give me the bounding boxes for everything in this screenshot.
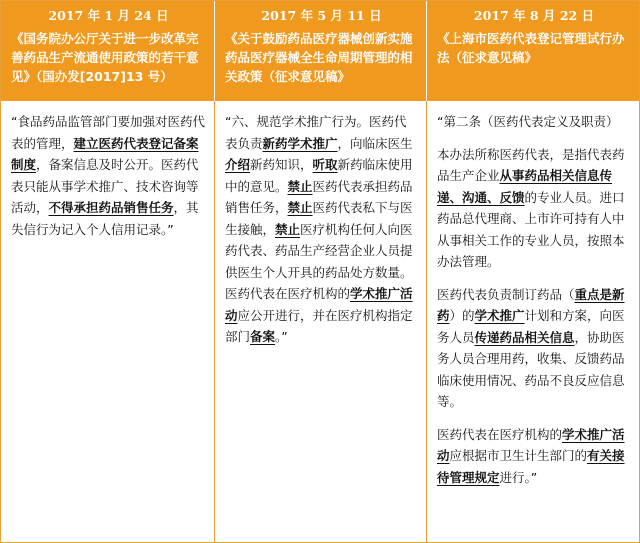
body-cell-1 — [1, 101, 215, 542]
header-cell-1 — [1, 1, 215, 101]
body-text: “第二条（医药代表定义及职责） — [437, 114, 619, 129]
body-paragraph — [11, 111, 206, 240]
body-text: ，其失信行为记入个人信用记录。” — [11, 200, 199, 237]
body-text: 医药代表负责制订药品（ — [437, 286, 575, 302]
header-row — [1, 1, 639, 101]
emphasized-text: 禁止 — [287, 178, 313, 194]
emphasized-text: 学术推广活动 — [437, 426, 625, 463]
emphasized-text: 禁止 — [275, 221, 301, 237]
body-text: 新药知识， — [250, 157, 313, 172]
emphasized-text: 听取 — [312, 157, 338, 172]
emphasized-text: 传递药品相关信息 — [474, 329, 575, 345]
body-text: 进行。” — [499, 469, 538, 485]
emphasized-text: 介绍 — [225, 157, 251, 172]
body-paragraph — [437, 111, 631, 133]
body-paragraph — [437, 144, 631, 273]
body-text: 。” — [275, 329, 288, 344]
body-text: “六、规范学术推广行为。医药代表负责 — [225, 114, 407, 151]
column-2-date: 2017 年 5 月 11 日 — [261, 8, 382, 23]
body-text: ，备案信息及时公开。医药代表只能从事学术推广、技术咨询等活动， — [11, 157, 199, 215]
body-paragraph — [437, 284, 631, 413]
column-1-date: 2017 年 1 月 24 日 — [48, 8, 169, 23]
emphasized-text: 从事药品相关信息传递、沟通、反馈 — [437, 168, 613, 205]
body-row — [1, 101, 639, 542]
body-text: 应根据市卫生计生部门的 — [449, 448, 588, 463]
header-cell-3 — [427, 1, 639, 101]
body-text: ，向临床医生 — [337, 135, 413, 151]
body-text: 医药代表承担药品销售任务， — [225, 178, 413, 215]
emphasized-text: 有关接待管理规定 — [437, 448, 625, 485]
body-text: 新药临床使用中的意见。 — [225, 157, 413, 194]
body-cell-2 — [215, 101, 427, 542]
body-text: 医药代表私下与医生接触， — [225, 200, 413, 237]
body-text: ，协助医务人员合理用药，收集、反馈药品临床使用情况、药品不良反应信息等。 — [437, 329, 625, 409]
header-cell-2 — [215, 1, 427, 101]
body-text: 医药代表在医疗机构的 — [437, 426, 563, 442]
body-paragraph — [437, 424, 631, 489]
emphasized-text: 备案 — [250, 329, 276, 344]
column-3-date: 2017 年 8 月 22 日 — [473, 8, 595, 23]
body-text: 医疗机构任何人向医药代表、药品生产经营企业人员提供医生个人开具的药品处方数量。医药代表在医疗机构的 — [225, 221, 413, 301]
body-text: 本办法所称医药代表，是指代表药品生产企业 — [437, 146, 625, 183]
column-1-title: 《国务院办公厅关于进一步改革完善药品生产流通使用政策的若干意见》（国办发[2017]13 号） — [11, 31, 199, 84]
emphasized-text: 建立医药代表登记备案制度 — [11, 135, 199, 172]
body-text: 应公开进行，并在医疗机构指定部门 — [225, 307, 413, 344]
column-3-title: 《上海市医药代表登记管理试行办法（征求意见稿》 — [437, 31, 625, 65]
body-text: 计划和方案，向医务人员 — [437, 308, 625, 345]
emphasized-text: 重点是新药 — [437, 286, 625, 323]
body-text: 的专业人员。进口药品总代理商、上市许可持有人中从事相关工作的专业人员，按照本办法管理。 — [437, 189, 625, 269]
emphasized-text: 学术推广 — [474, 308, 525, 323]
emphasized-text: 禁止 — [287, 200, 313, 215]
body-text: “食品药品监管部门要加强对医药代表的管理， — [11, 114, 205, 151]
body-paragraph — [225, 111, 418, 348]
emphasized-text: 不得承担药品销售任务 — [48, 200, 174, 215]
column-2-title: 《关于鼓励药品医疗器械创新实施药品医疗器械全生命周期管理的相关政策（征求意见稿》 — [225, 31, 413, 84]
body-cell-3 — [427, 101, 639, 542]
emphasized-text: 新药学术推广 — [262, 135, 338, 151]
body-text: ）的 — [449, 308, 475, 323]
emphasized-text: 学术推广活动 — [225, 286, 413, 323]
